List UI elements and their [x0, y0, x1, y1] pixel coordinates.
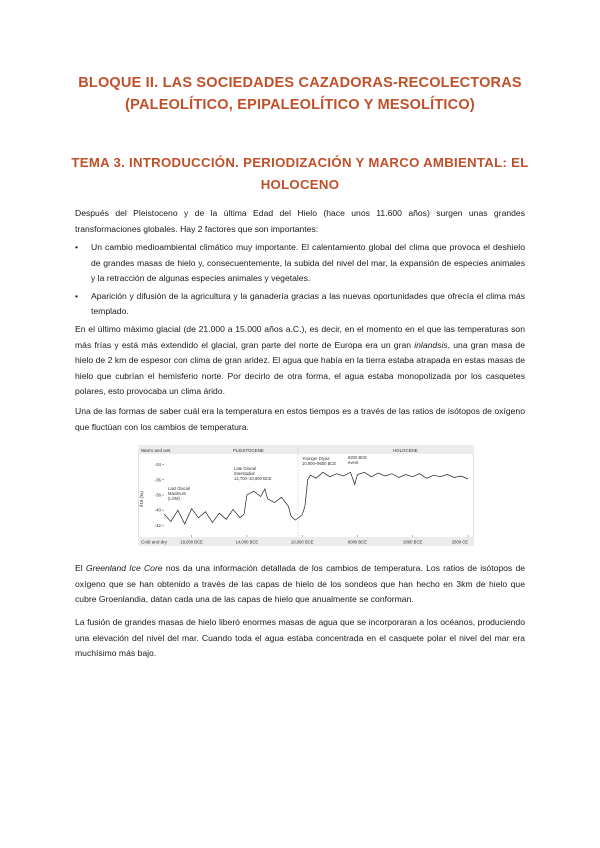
factor-list [75, 240, 525, 322]
interstadial-annotation: 12,700–10,800 BCE [234, 476, 272, 481]
topic-title [60, 152, 540, 196]
cold-dry-label: Cold and dry [141, 539, 168, 545]
bullet-marker: • [75, 290, 79, 301]
y-tick-label: -36 [154, 477, 161, 483]
x-tick-label: 10,000 BCE [290, 539, 314, 545]
x-tick-label: 6000 BCE [347, 539, 368, 545]
younger-dryas-annotation: Younger Dryas [302, 456, 330, 461]
y-tick-label: -38 [154, 492, 161, 498]
lgm-annotation: Maximum [168, 491, 187, 496]
block-title-line-1: BLOQUE II. LAS SOCIEDADES CAZADORAS-RECOLECTORAS [78, 75, 522, 91]
y-tick-label: -34 [154, 462, 161, 468]
ice-core-text-a: El [75, 563, 86, 573]
glacial-text-b: , una gran masa de hielo de 2 km de espesor con clima de gran aridez. El agua que había en la tierra estaba atrapada en estas masas de hielo que cubrían el hemisferio norte. Por decirlo de otra forma, el agua estaba monopolizada por los casquetes polares, esto provocaba un clima árido. [75, 339, 525, 397]
event-6200-annotation: 6200 BCE [348, 455, 368, 460]
glacial-paragraph [75, 322, 525, 400]
x-tick-label: 2000 BCE [403, 539, 423, 545]
topic-title-line-2: HOLOCENO [260, 177, 340, 192]
block-title-line-2: (PALEOLÍTICO, EPIPALEOLÍTICO Y MESOLÍTICO) [125, 97, 475, 113]
glacial-text-a: En el último máximo glacial (de 21.000 a 15.000 años a.C.), es decir, en el momento en el que las temperaturas son más frías y está más extendido el glacial, gran parte del norte de Europa era un gran [75, 324, 525, 350]
pleistocene-label: PLEISTOCENE [233, 448, 264, 453]
list-item-text: Aparición y difusión de la agricultura y la ganadería gracias a las nuevas oportunidades que ofrecía el clima más templado. [91, 290, 525, 317]
intro-paragraph: Después del Pleistoceno y de la última Edad del Hielo (hace unos 11.600 años) surgen unas grandes transformaciones globales. Hay 2 factores que son importantes: [75, 208, 525, 234]
ice-core-term: Greenland Ice Core [85, 563, 163, 573]
isotope-chart [138, 445, 474, 546]
list-item [75, 289, 525, 320]
topic-title-line-1: TEMA 3. INTRODUCCIÓN. PERIODIZACIÓN Y MARCO AMBIENTAL: EL [71, 155, 529, 170]
lgm-annotation: (LGM) [168, 496, 180, 501]
lgm-annotation: Last Glacial [168, 486, 190, 491]
list-item [75, 240, 525, 287]
ice-core-text-b: nos da una información detallada de los cambios de temperatura. Los ratios de isótopos de oxígeno que se han obtenido a través de las capas de hielo de los sondeos que han hecho en 3km de hielo que cubre Groenlandia, datan cada una de las capas de hielo que anualmente se conforman. [75, 563, 526, 605]
list-item-text: Un cambio medioambiental climático muy importante. El calentamiento global del clima que provoca el deshielo de grandes masas de hielo y, consecuentemente, la subida del nivel del mar, la expansión de especies animales y la retracción de algunas especies animales y vegetales. [91, 242, 525, 284]
x-tick-label: 18,000 BCE [180, 539, 203, 545]
y-tick-label: -40 [154, 507, 161, 513]
interstadial-annotation: Interstadial [234, 471, 255, 476]
x-tick-label: 14,000 BCE [235, 539, 259, 545]
sea-level-paragraph: La fusión de grandes masas de hielo liberó enormes masas de agua que se incorporaran a los océanos, produciendo una elevación del nivel del mar. Cuando toda el agua estaba concentrada en el casquete polar el nivel del mar era muchísimo más bajo. [75, 617, 525, 659]
y-axis-label: δ18 (‰) [139, 491, 144, 507]
interstadial-annotation: Late Glacial [234, 466, 257, 471]
inlandsis-term: inlandsis [414, 339, 448, 350]
younger-dryas-annotation: 10,800–9600 BCE [302, 461, 337, 466]
warm-wet-label: Warm and wet [141, 448, 171, 453]
x-tick-label: 2000 CE [451, 539, 468, 545]
chart-top-band [138, 445, 474, 454]
ice-core-paragraph [75, 561, 525, 608]
bullet-marker: • [75, 242, 79, 252]
isotope-paragraph: Una de las formas de saber cuál era la temperatura en estos tiempos es a través de las ratios de isótopos de oxígeno que fluctúan con los cambios de temperatura. [75, 406, 525, 432]
y-tick-label: -42 [154, 522, 161, 528]
holocene-label: HOLOCENE [393, 448, 418, 453]
block-title [60, 72, 540, 116]
event-6200-annotation: event [348, 460, 359, 465]
